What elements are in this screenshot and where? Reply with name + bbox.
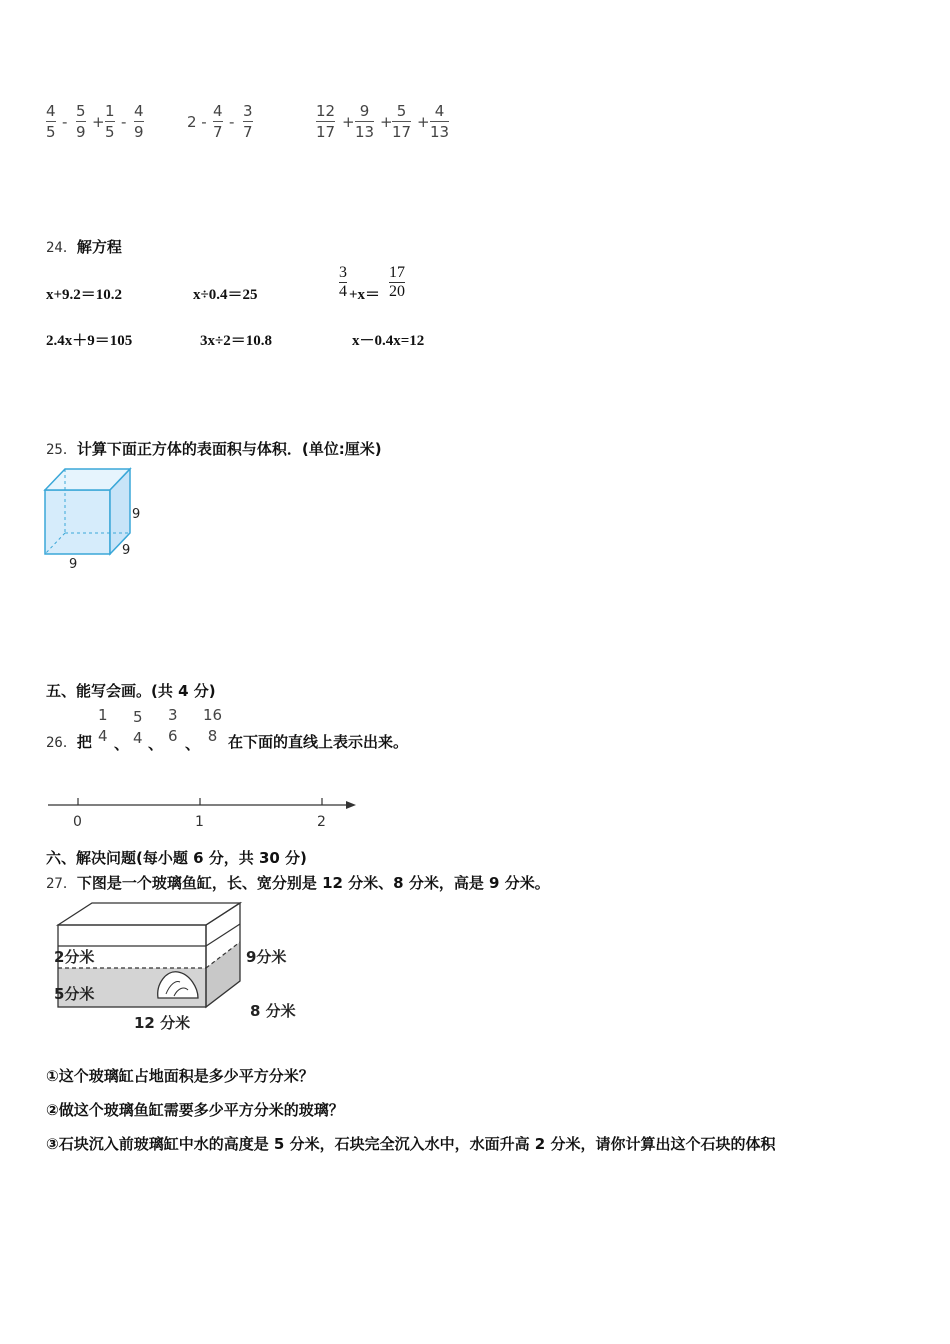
fraction: 5 9 — [76, 102, 86, 141]
operator: - — [121, 113, 127, 131]
fraction: 1 5 — [105, 102, 115, 141]
cube-label-height: 9 — [132, 507, 141, 522]
q27-title: 27．下图是一个玻璃鱼缸，长、宽分别是 12 分米、8 分米，高是 9 分米。 — [46, 874, 550, 892]
equation-5: 3x÷2＝10.8 — [200, 333, 272, 349]
fraction: 5 17 — [392, 102, 412, 141]
separator: 、 — [185, 735, 201, 753]
operator: + — [380, 113, 393, 131]
fraction: 1 4 — [98, 706, 108, 745]
operator: + — [92, 113, 105, 131]
q27-sub-1: ①这个玻璃缸占地面积是多少平方分米？ — [46, 1067, 314, 1085]
operator: + — [417, 113, 430, 131]
tick-label: 1 — [195, 814, 204, 830]
operator: + — [342, 113, 355, 131]
q24-title: 24．解方程 — [46, 238, 122, 256]
cube-figure — [40, 462, 150, 574]
separator: 、 — [148, 735, 164, 753]
equation-4: 2.4x＋9＝105 — [46, 333, 133, 349]
cube-front-face — [45, 490, 110, 554]
label-2-decimeters: 2分米 — [54, 948, 95, 966]
fraction: 3 7 — [243, 102, 253, 141]
separator: 、 — [114, 735, 130, 753]
tank-top-face — [58, 903, 240, 925]
fraction: 5 4 — [133, 708, 143, 747]
cube-label-depth: 9 — [122, 543, 131, 558]
fish-tank-figure — [48, 898, 308, 1038]
tick-label: 2 — [317, 814, 326, 830]
fraction: 4 13 — [430, 102, 450, 141]
expression-lead: 2 - — [187, 113, 207, 131]
q27-sub-3: ③石块沉入前玻璃缸中水的高度是 5 分米，石块完全沉入水中，水面升高 2 分米，请你计算出这个石块的体积 — [46, 1135, 776, 1153]
q26-tail: 在下面的直线上表示出来。 — [228, 733, 409, 751]
fraction: 12 17 — [316, 102, 336, 141]
section-5-title: 五、能写会画。(共 4 分) — [46, 682, 216, 700]
fraction: 17 20 — [389, 264, 405, 300]
fraction: 4 9 — [134, 102, 144, 141]
fraction: 9 13 — [355, 102, 375, 141]
fraction: 16 8 — [203, 706, 223, 745]
tick-label: 0 — [73, 814, 82, 830]
equation-3-mid: +x＝ — [349, 287, 381, 303]
equation-6: x－0.4x=12 — [352, 333, 425, 349]
operator: - — [229, 113, 235, 131]
tank-water-line-side — [206, 924, 240, 946]
label-9-decimeters: 9分米 — [246, 948, 287, 966]
equation-2: x÷0.4＝25 — [193, 287, 258, 303]
fraction: 3 6 — [168, 706, 178, 745]
fraction: 4 5 — [46, 102, 56, 141]
section-6-title: 六、解决问题(每小题 6 分，共 30 分) — [46, 849, 307, 867]
fraction: 4 7 — [213, 102, 223, 141]
operator: - — [62, 113, 68, 131]
label-8-decimeters: 8 分米 — [250, 1002, 296, 1020]
tank-water-side — [206, 942, 240, 1007]
number-line-arrow — [346, 801, 356, 809]
fraction: 3 4 — [339, 264, 347, 300]
label-12-decimeters: 12 分米 — [134, 1014, 191, 1032]
q27-sub-2: ②做这个玻璃鱼缸需要多少平方分米的玻璃？ — [46, 1101, 344, 1119]
number-line — [40, 790, 370, 835]
equation-1: x+9.2＝10.2 — [46, 287, 123, 303]
q25-title: 25．计算下面正方体的表面积与体积．(单位:厘米) — [46, 440, 382, 458]
cube-label-width: 9 — [69, 557, 78, 572]
label-5-decimeters: 5分米 — [54, 985, 95, 1003]
